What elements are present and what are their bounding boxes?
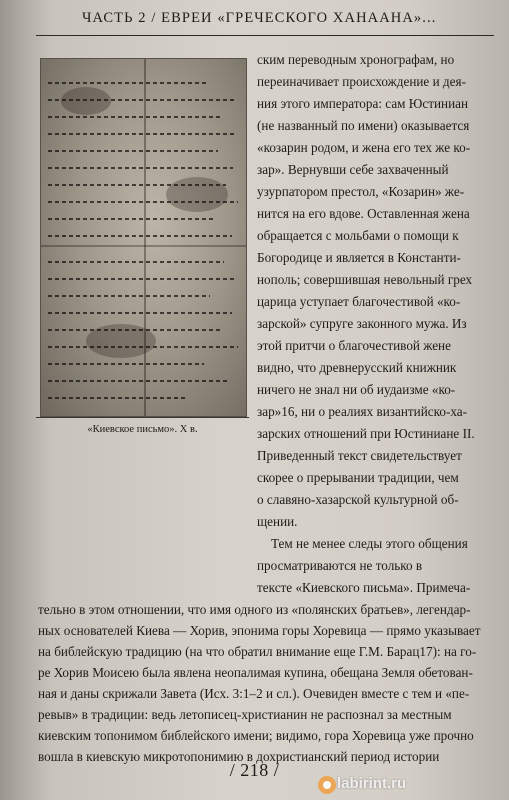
- text-line: тельно в этом отношении, что имя одного из «полянских братьев», легендар-: [38, 602, 471, 617]
- text-line: царица уступает благочестивой «ко-: [257, 294, 461, 309]
- manuscript-fold-horizontal: [41, 245, 246, 247]
- text-line: нится на его вдове. Оставленная жена: [257, 206, 470, 221]
- text-line: ским переводным хронографам, но: [257, 52, 455, 67]
- manuscript-text-line: [48, 346, 238, 348]
- text-line: Приведенный текст свидетельствует: [257, 448, 462, 463]
- manuscript-text-line: [48, 167, 233, 169]
- text-line: вошла в киевскую микротопонимию в дохристианский период истории: [38, 749, 440, 764]
- text-line: узурпатором престол, «Козарин» же-: [257, 184, 465, 199]
- caption-rule: [36, 417, 249, 418]
- text-line: зарской» супруге законного мужа. Из: [257, 316, 467, 331]
- manuscript-text-line: [48, 184, 226, 186]
- running-head: ЧАСТЬ 2 / ЕВРЕИ «ГРЕЧЕСКОГО ХАНААНА»...: [82, 10, 437, 26]
- text-line: зар». Вернувши себе захваченный: [257, 162, 449, 177]
- manuscript-text-line: [48, 116, 223, 118]
- text-line: обращается с мольбами о помощи к: [257, 228, 459, 243]
- text-line: тексте «Киевского письма». Примеча-: [257, 580, 471, 595]
- text-line: этой притчи о благочестивой жене: [257, 338, 451, 353]
- manuscript-stain: [166, 177, 228, 212]
- manuscript-text-line: [48, 218, 214, 220]
- manuscript-text-line: [48, 150, 218, 152]
- text-line: зарских отношений при Юстиниане II.: [257, 426, 475, 441]
- manuscript-text-line: [48, 312, 232, 314]
- text-line: о славяно-хазарской культурной об-: [257, 492, 459, 507]
- manuscript-text-line: [48, 133, 236, 135]
- manuscript-text-line: [48, 295, 210, 297]
- manuscript-stain: [61, 87, 111, 115]
- text-line: ния этого императора: сам Юстиниан: [257, 96, 469, 111]
- text-line: ничего не знал ни об иудаизме «ко-: [257, 382, 456, 397]
- text-line: ревыв» в традиции: ведь летописец-христианин не распознал за местным: [38, 707, 452, 722]
- manuscript-text-line: [48, 329, 222, 331]
- text-line: ных основателей Киева — Хорив, эпонима горы Хоревица — прямо указывает: [38, 623, 481, 638]
- manuscript-text-line: [48, 397, 188, 399]
- manuscript-text-line: [48, 201, 238, 203]
- text-line: щении.: [257, 514, 298, 529]
- text-line: зар»16, ни о реалиях византийско-ха-: [257, 404, 468, 419]
- text-line: ре Хорив Моисею была явлена неопалимая купина, обещана Земля обетован-: [38, 665, 473, 680]
- manuscript-text-line: [48, 261, 224, 263]
- manuscript-text-line: [48, 99, 234, 101]
- manuscript-text-line: [48, 380, 230, 382]
- text-line: киевским топонимом библейского имени; видимо, гора Хоревица уже прочно: [38, 728, 474, 743]
- text-line: Богородице и является в Константи-: [257, 250, 461, 265]
- text-line: просматриваются не только в: [257, 558, 423, 573]
- manuscript-text-line: [48, 278, 236, 280]
- text-line: переиначивает происхождение и дея-: [257, 74, 466, 89]
- text-line: (не названный по имени) оказывается: [257, 118, 470, 133]
- text-line: видно, что древнерусский книжник: [257, 360, 457, 375]
- text-line: на библейскую традицию (на что обратил внимание еще Г.М. Барац17): на го-: [38, 644, 477, 659]
- text-line: ная и даны скрижали Завета (Исх. 3:1–2 и сл.). Очевиден вместе с тем и «пе-: [38, 686, 470, 701]
- text-line: нополь; совершившая невольный грех: [257, 272, 473, 287]
- kiev-letter-manuscript-image: [40, 58, 247, 417]
- manuscript-text-line: [48, 82, 208, 84]
- site-watermark: labirint.ru: [337, 775, 407, 792]
- manuscript-text-line: [48, 363, 204, 365]
- page-number: / 218 /: [229, 760, 280, 780]
- manuscript-text-line: [48, 235, 232, 237]
- labirint-logo-icon: [318, 776, 336, 794]
- figure-caption: «Киевское письмо». Х в.: [87, 424, 198, 435]
- text-line: «козарин родом, и жена его тех же ко-: [257, 140, 471, 155]
- text-line: Тем не менее следы этого общения: [271, 536, 468, 551]
- text-line: скорее о прерывании традиции, чем: [257, 470, 459, 485]
- header-rule: [36, 35, 494, 36]
